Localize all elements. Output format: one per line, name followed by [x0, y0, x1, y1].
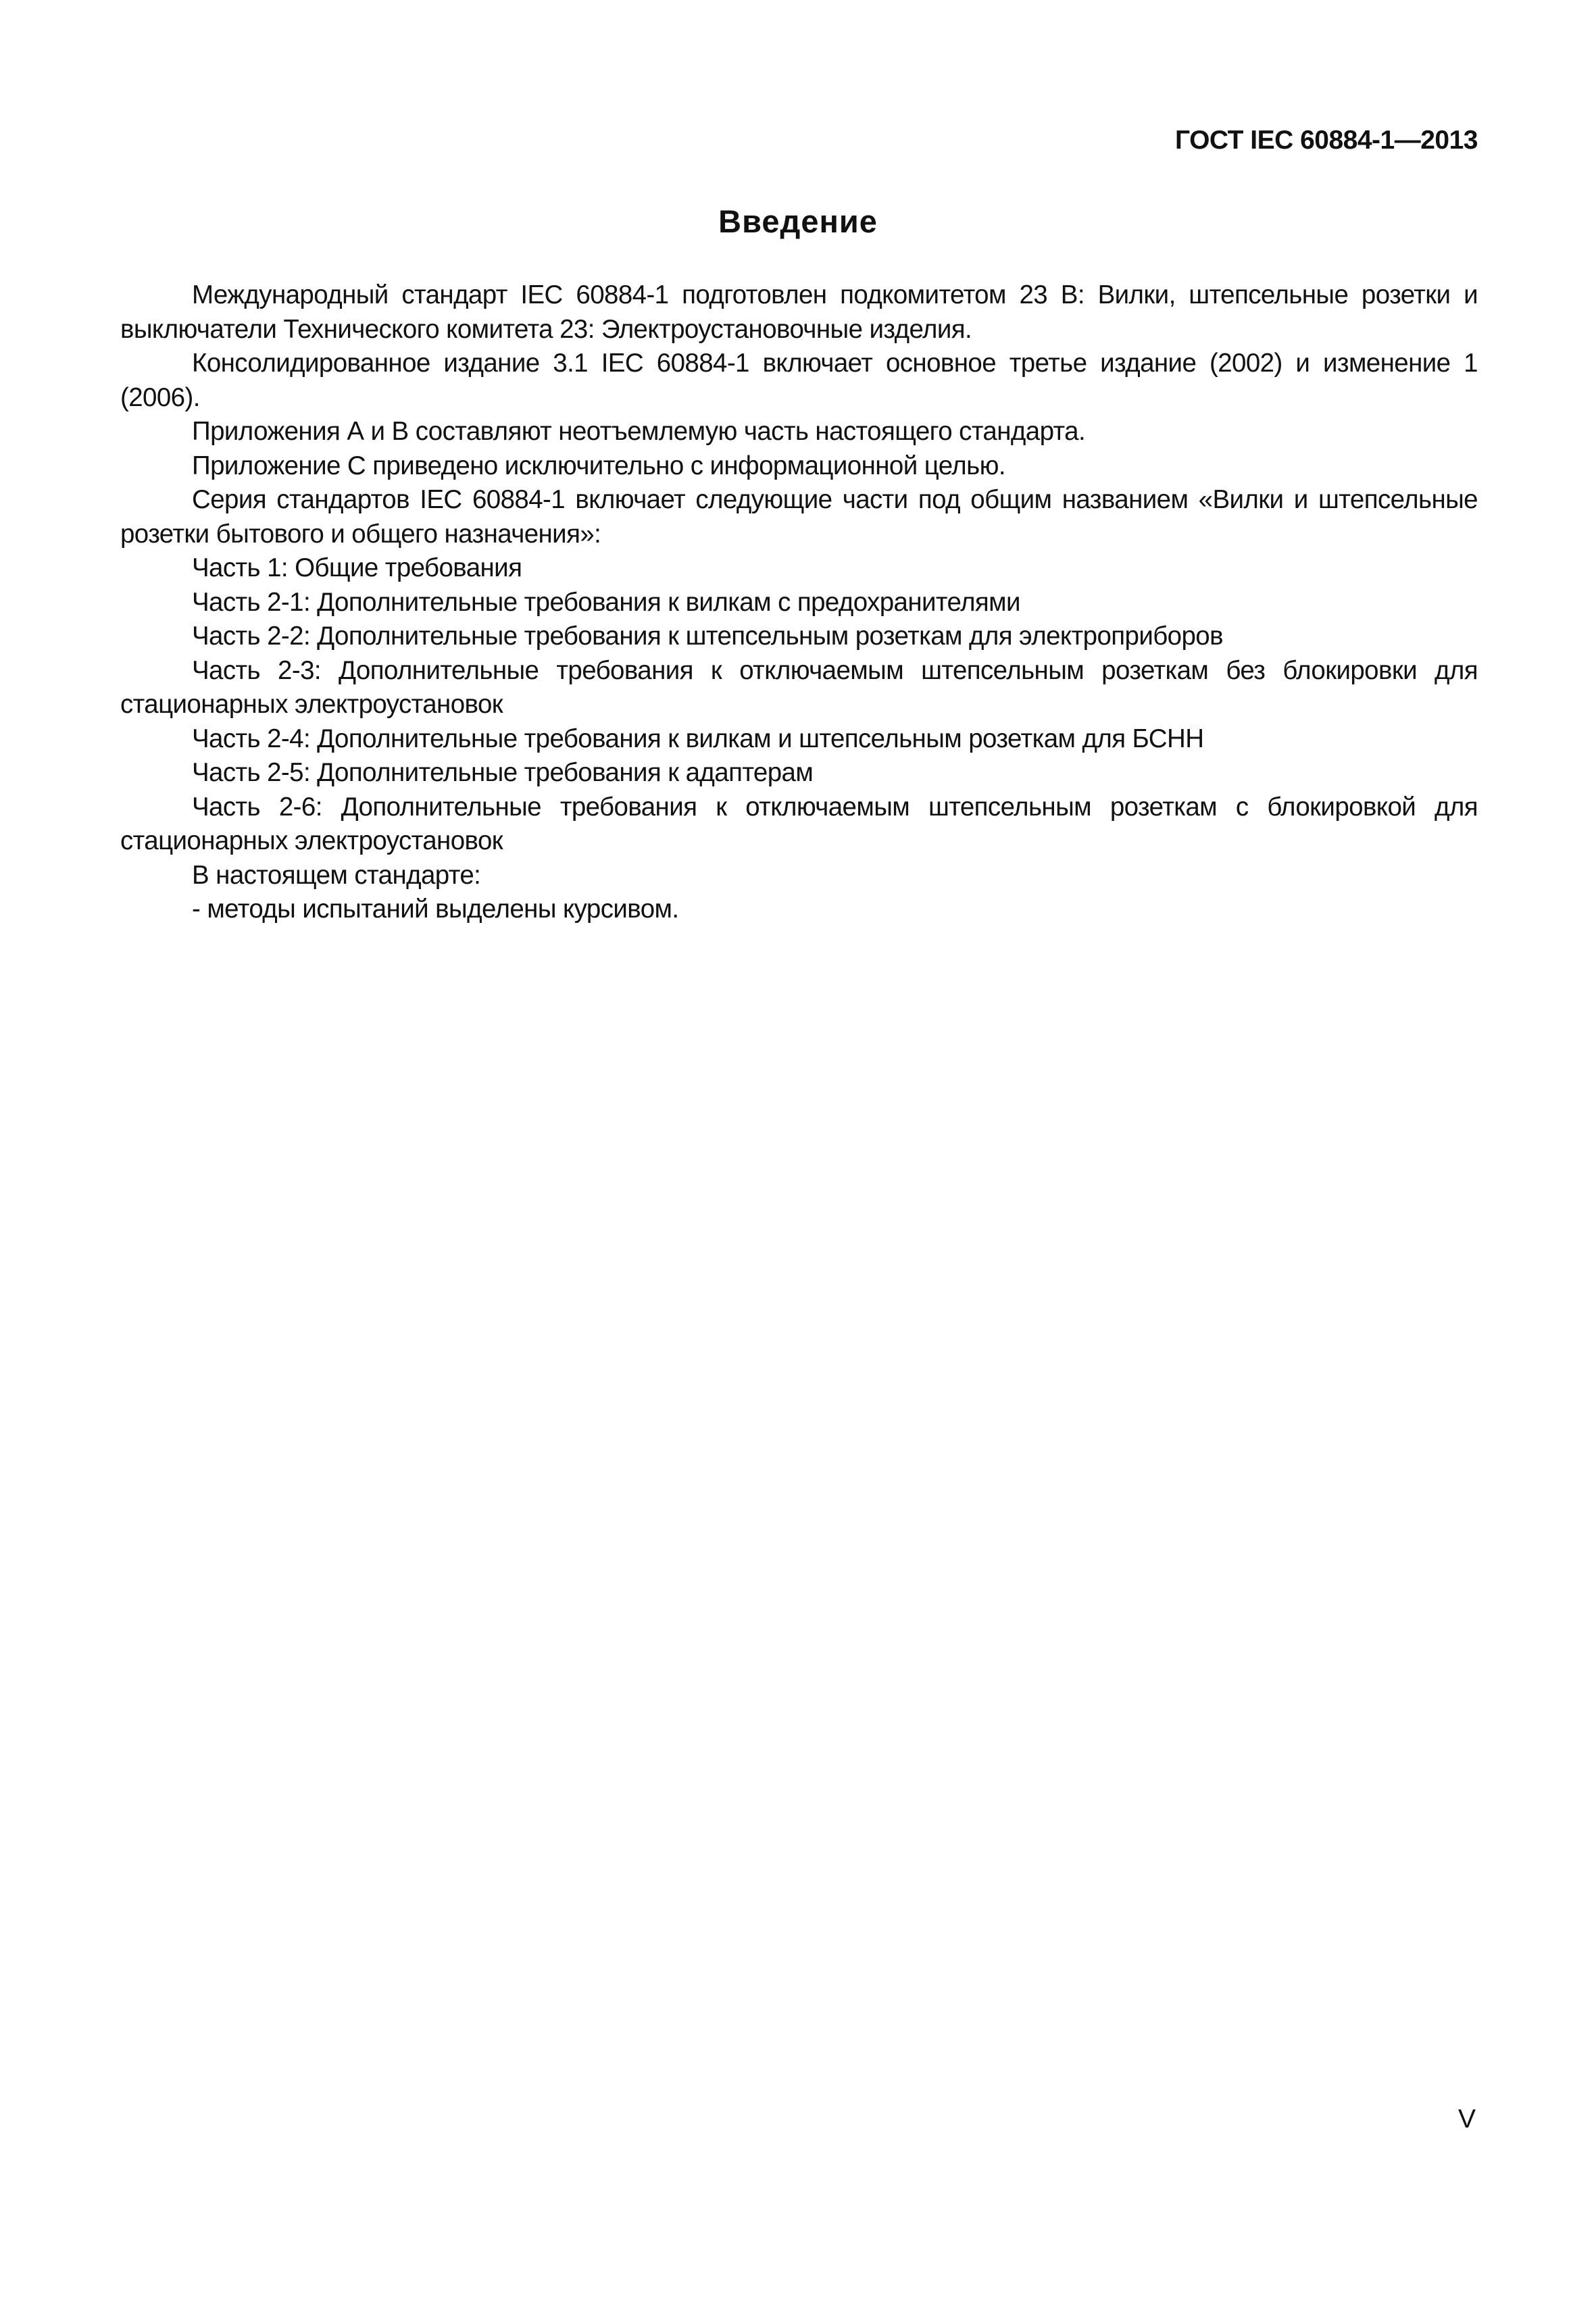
list-item-part-1: Часть 1: Общие требования: [192, 553, 522, 582]
list-item-part-2-1: Часть 2-1: Дополнительные требования к вилкам с предохранителями: [192, 587, 1020, 617]
list-item-part-2-6: Часть 2-6: Дополнительные требования к отключаемым штепсельным розеткам с блокировкой для стационарных электроустановок: [120, 792, 1478, 855]
list-item-part-2-4: Часть 2-4: Дополнительные требования к вилкам и штепсельным розеткам для БСНН: [192, 724, 1204, 753]
paragraph-consolidated-edition: Консолидированное издание 3.1 IEC 60884-1 включает основное третье издание (2002) и изменение 1 (2006).: [120, 349, 1478, 412]
paragraph-series-intro: Серия стандартов IEC 60884-1 включает следующие части под общим названием «Вилки и штепсельные розетки бытового и общего назначения»:: [120, 485, 1478, 549]
paragraph-in-this-standard: В настоящем стандарте:: [192, 860, 481, 890]
list-item-part-2-5: Часть 2-5: Дополнительные требования к адаптерам: [192, 758, 814, 787]
page-number: V: [1457, 2105, 1476, 2134]
paragraph-annexes-normative: Приложения А и В составляют неотъемлемую часть настоящего стандарта.: [192, 417, 1086, 446]
paragraph-test-methods-note: - методы испытаний выделены курсивом.: [192, 895, 679, 924]
list-item-part-2-2: Часть 2-2: Дополнительные требования к штепсельным розеткам для электроприборов: [192, 622, 1223, 651]
list-item-part-2-3: Часть 2-3: Дополнительные требования к отключаемым штепсельным розеткам без блокировки для стационарных электроустановок: [120, 655, 1478, 719]
paragraph-annex-informative: Приложение С приведено исключительно с информационной целью.: [192, 451, 1005, 480]
page-title: Введение: [718, 203, 878, 239]
paragraph-standard-origin: Международный стандарт IEC 60884-1 подготовлен подкомитетом 23 В: Вилки, штепсельные розетки и выключатели Технического комитета 23: Электроустановочные изделия.: [120, 280, 1478, 344]
document-code: ГОСТ IEC 60884-1—2013: [1174, 126, 1478, 155]
body-text: [120, 278, 1478, 927]
